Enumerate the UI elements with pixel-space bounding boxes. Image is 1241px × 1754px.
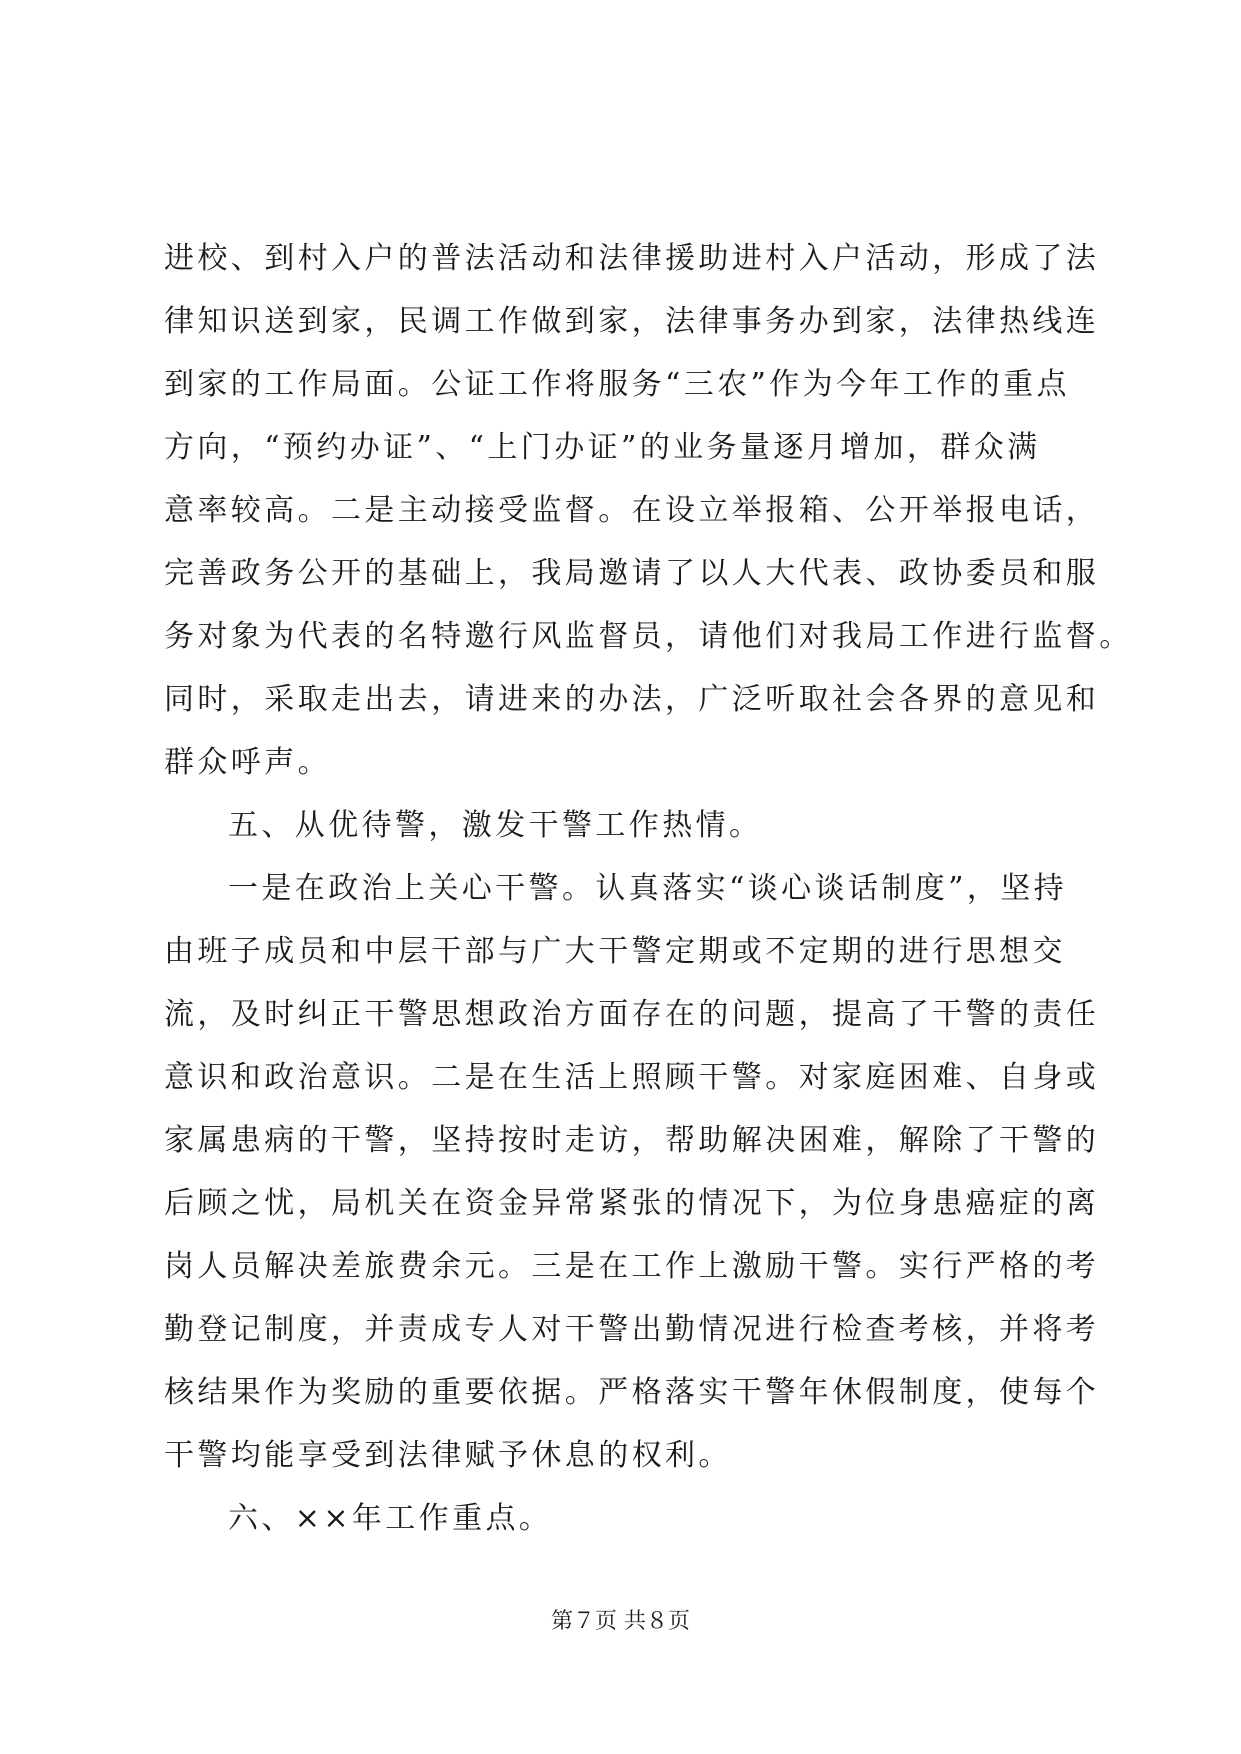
text-line: 务对象为代表的名特邀行风监督员，请他们对我局工作进行监督。 [164,619,1133,654]
text-line: 进校、到村入户的普法活动和法律援助进村入户活动，形成了法 [164,241,1100,276]
page-number: 第７页 共８页 [551,1609,690,1634]
text-line: 群众呼声。 [164,745,331,780]
text-line: 后顾之忧，局机关在资金异常紧张的情况下，为位身患癌症的离 [164,1186,1100,1221]
text-line: 一是在政治上关心干警。认真落实“谈心谈话制度”，坚持 [228,871,1068,906]
text-line: 核结果作为奖励的重要依据。严格落实干警年休假制度，使每个 [164,1375,1100,1410]
text-line: 勤登记制度，并责成专人对干警出勤情况进行检查考核，并将考 [164,1312,1100,1347]
text-line: 完善政务公开的基础上，我局邀请了以人大代表、政协委员和服 [164,556,1100,591]
text-line: 流，及时纠正干警思想政治方面存在的问题，提高了干警的责任 [164,997,1100,1032]
text-line: 干警均能享受到法律赋予休息的权利。 [164,1438,732,1473]
text-line: 岗人员解决差旅费余元。三是在工作上激励干警。实行严格的考 [164,1249,1100,1284]
text-line: 方向，“预约办证”、“上门办证”的业务量逐月增加，群众满 [164,430,1041,465]
text-line: 律知识送到家，民调工作做到家，法律事务办到家，法律热线连 [164,304,1100,339]
text-line: 到家的工作局面。公证工作将服务“三农”作为今年工作的重点 [164,367,1070,402]
text-line: 由班子成员和中层干部与广大干警定期或不定期的进行思想交 [164,934,1066,969]
text-line: 意率较高。二是主动接受监督。在设立举报箱、公开举报电话， [164,493,1100,528]
text-line: 同时，采取走出去，请进来的办法，广泛听取社会各界的意见和 [164,682,1100,717]
text-line: 家属患病的干警，坚持按时走访，帮助解决困难，解除了干警的 [164,1123,1100,1158]
section-heading: 六、××年工作重点。 [228,1501,553,1536]
section-heading: 五、从优待警，激发干警工作热情。 [228,808,763,843]
text-line: 意识和政治意识。二是在生活上照顾干警。对家庭困难、自身或 [164,1060,1100,1095]
